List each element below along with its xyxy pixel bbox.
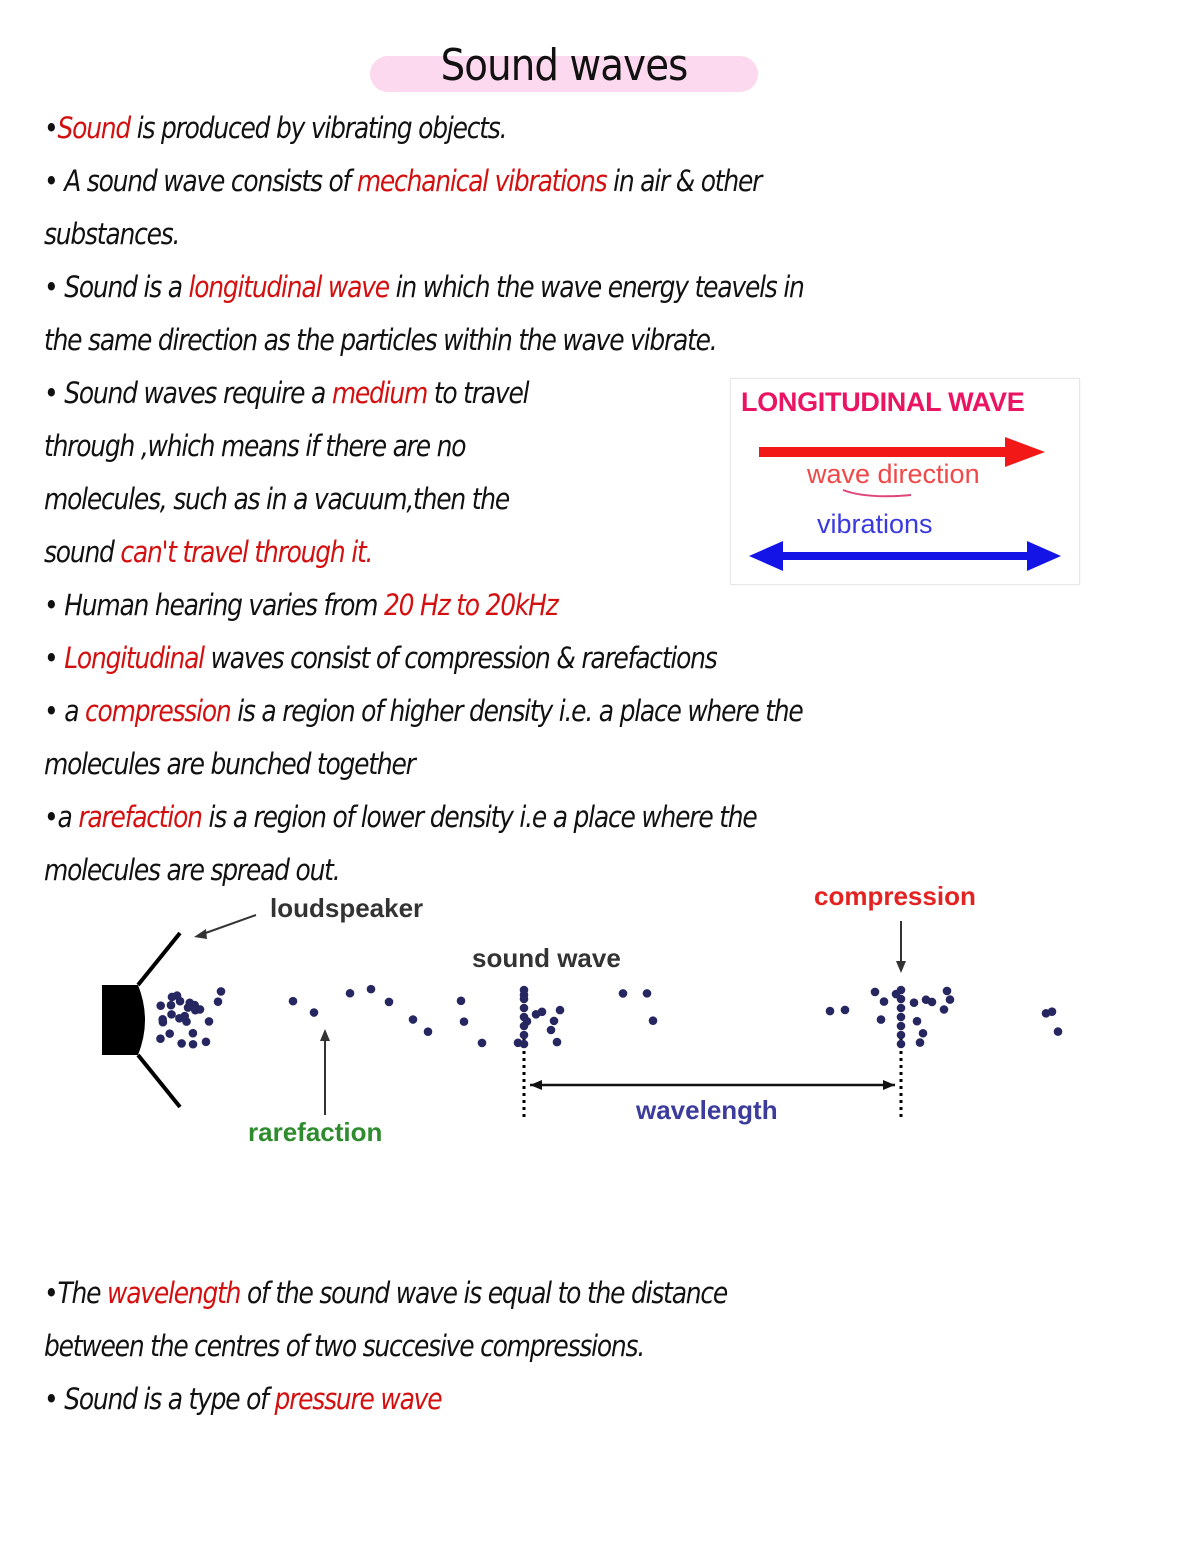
note-line <box>44 797 757 837</box>
note-line <box>44 744 415 784</box>
particle-dot <box>897 986 906 995</box>
note-text: is a region of higher density i.e. a place where the <box>230 694 803 728</box>
particle-dot <box>167 1001 176 1010</box>
vibrations-label: vibrations <box>817 509 933 539</box>
particle-dot <box>310 1008 319 1017</box>
note-line <box>44 532 372 572</box>
note-line <box>44 1379 441 1419</box>
note-line <box>44 850 339 890</box>
particle-dot <box>553 1038 562 1047</box>
highlighted-term: longitudinal wave <box>188 270 389 304</box>
particle-dot <box>158 1015 167 1024</box>
note-text: of the sound wave is equal to the distance <box>240 1276 728 1310</box>
particle-dot <box>649 1016 658 1025</box>
particle-dot <box>182 1017 191 1026</box>
note-line <box>44 373 528 413</box>
highlighted-term: 20 Hz to 20kHz <box>383 588 558 622</box>
particle-dot <box>457 997 466 1006</box>
particle-dot <box>928 998 937 1007</box>
page-title: Sound waves <box>440 40 688 91</box>
longitudinal-wave-title: LONGITUDINAL WAVE <box>741 387 1025 417</box>
particle-dot <box>167 1010 176 1019</box>
loudspeaker-label: loudspeaker <box>270 893 424 923</box>
particle-dot <box>940 1005 949 1014</box>
sound-wave-diagram <box>90 881 1100 1155</box>
highlighted-term: Longitudinal <box>64 641 204 675</box>
particle-dot <box>173 991 182 1000</box>
highlighted-term: rarefaction <box>78 800 202 834</box>
note-line <box>44 214 179 254</box>
particle-dot <box>897 1004 906 1013</box>
particle-dot <box>913 1017 922 1026</box>
particle-dot <box>156 1034 165 1043</box>
particle-dot <box>550 1017 559 1026</box>
double-headed-arrow-icon <box>749 539 1061 573</box>
note-text: between the centres of two succesive compressions. <box>44 1329 645 1363</box>
note-text: is produced by vibrating objects. <box>130 111 507 145</box>
compression-label: compression <box>814 881 976 911</box>
particle-dot <box>538 1008 547 1017</box>
note-line <box>44 585 558 625</box>
particle-dot <box>409 1015 418 1024</box>
note-line <box>44 108 506 148</box>
note-text: in air & other <box>606 164 762 198</box>
particle-dot <box>619 989 628 998</box>
particle-dot <box>520 1004 529 1013</box>
note-line <box>44 1273 727 1313</box>
note-line <box>44 320 717 360</box>
particle-dot <box>556 1006 565 1015</box>
longitudinal-wave-diagram <box>730 378 1080 585</box>
particle-dot <box>547 1026 556 1035</box>
particle-dot <box>897 1040 906 1049</box>
particle-dot <box>202 1038 211 1047</box>
note-text: molecules, such as in a vacuum,then the <box>44 482 510 516</box>
note-text: • Sound is a type of <box>44 1382 275 1416</box>
particle-dot <box>946 995 955 1004</box>
particle-dot <box>346 989 355 998</box>
particle-dot <box>520 1040 529 1049</box>
particle-dot <box>156 1001 165 1010</box>
particle-dot <box>196 1005 205 1014</box>
note-text: in which the wave energy teavels in <box>388 270 804 304</box>
loudspeaker-icon <box>90 885 1100 1155</box>
particle-dot <box>478 1039 487 1048</box>
highlighted-term: can't travel through it. <box>120 535 373 569</box>
particle-dot <box>897 1013 906 1022</box>
particle-dot <box>897 995 906 1004</box>
particle-dot <box>910 998 919 1007</box>
highlighted-term: Sound <box>57 111 131 145</box>
particle-dot <box>189 1029 198 1038</box>
particle-dot <box>877 1015 886 1024</box>
note-text: molecules are spread out. <box>44 853 340 887</box>
particle-dot <box>460 1017 469 1026</box>
note-text: waves consist of compression & rarefactions <box>203 641 717 675</box>
note-text: substances. <box>44 217 180 251</box>
particle-dot <box>1048 1007 1057 1016</box>
note-text: sound <box>44 535 121 569</box>
note-text: • <box>44 111 58 145</box>
note-text: is a region of lower density i.e a place where the <box>201 800 757 834</box>
particle-dot <box>1054 1027 1063 1036</box>
particle-dot <box>385 998 394 1007</box>
particle-dot <box>214 997 223 1006</box>
note-text: molecules are bunched together <box>44 747 415 781</box>
particle-dot <box>520 995 529 1004</box>
particle-dot <box>289 997 298 1006</box>
note-line <box>44 267 804 307</box>
highlighted-term: compression <box>85 694 231 728</box>
note-text: • Human hearing varies from <box>44 588 384 622</box>
note-line <box>44 161 761 201</box>
particle-dot <box>520 1022 529 1031</box>
particle-dot <box>897 1031 906 1040</box>
particle-dot <box>919 1029 928 1038</box>
particle-dot <box>841 1006 850 1015</box>
particle-dot <box>943 987 952 996</box>
particle-dot <box>165 1029 174 1038</box>
particle-dot <box>826 1007 835 1016</box>
highlighted-term: mechanical vibrations <box>356 164 607 198</box>
title-block <box>370 36 758 96</box>
note-text: the same direction as the particles within the wave vibrate. <box>44 323 717 357</box>
note-text: • a <box>44 694 86 728</box>
note-line <box>44 691 803 731</box>
particle-dot <box>880 997 889 1006</box>
rarefaction-label: rarefaction <box>248 1117 383 1147</box>
particle-dot <box>520 1031 529 1040</box>
note-text: • Sound is a <box>44 270 189 304</box>
particle-dot <box>205 1017 214 1026</box>
sound-wave-label: sound wave <box>472 943 621 973</box>
particle-dot <box>643 989 652 998</box>
highlighted-term: pressure wave <box>274 1382 442 1416</box>
note-text: • Sound waves require a <box>44 376 332 410</box>
note-text: to travel <box>427 376 529 410</box>
highlighted-term: wavelength <box>107 1276 241 1310</box>
particle-dot <box>367 985 376 994</box>
particle-dot <box>177 1039 186 1048</box>
particle-dot <box>424 1027 433 1036</box>
note-text: through ,which means if there are no <box>44 429 466 463</box>
highlighted-term: medium <box>331 376 428 410</box>
particle-dot <box>189 1040 198 1049</box>
wavelength-label: wavelength <box>636 1095 778 1125</box>
note-text: •The <box>44 1276 108 1310</box>
particle-dot <box>916 1038 925 1047</box>
particle-dot <box>520 986 529 995</box>
particle-dot <box>217 987 226 996</box>
note-text: • <box>44 641 65 675</box>
note-line <box>44 479 509 519</box>
note-line <box>44 426 465 466</box>
note-text: •a <box>44 800 79 834</box>
particle-dot <box>897 1022 906 1031</box>
particle-dot <box>871 988 880 997</box>
note-text: • A sound wave consists of <box>44 164 357 198</box>
wave-direction-label: wave direction <box>807 459 980 489</box>
particle-dot <box>520 1013 529 1022</box>
note-line <box>44 1326 644 1366</box>
note-line <box>44 638 717 678</box>
wave-direction-underline <box>841 487 921 499</box>
